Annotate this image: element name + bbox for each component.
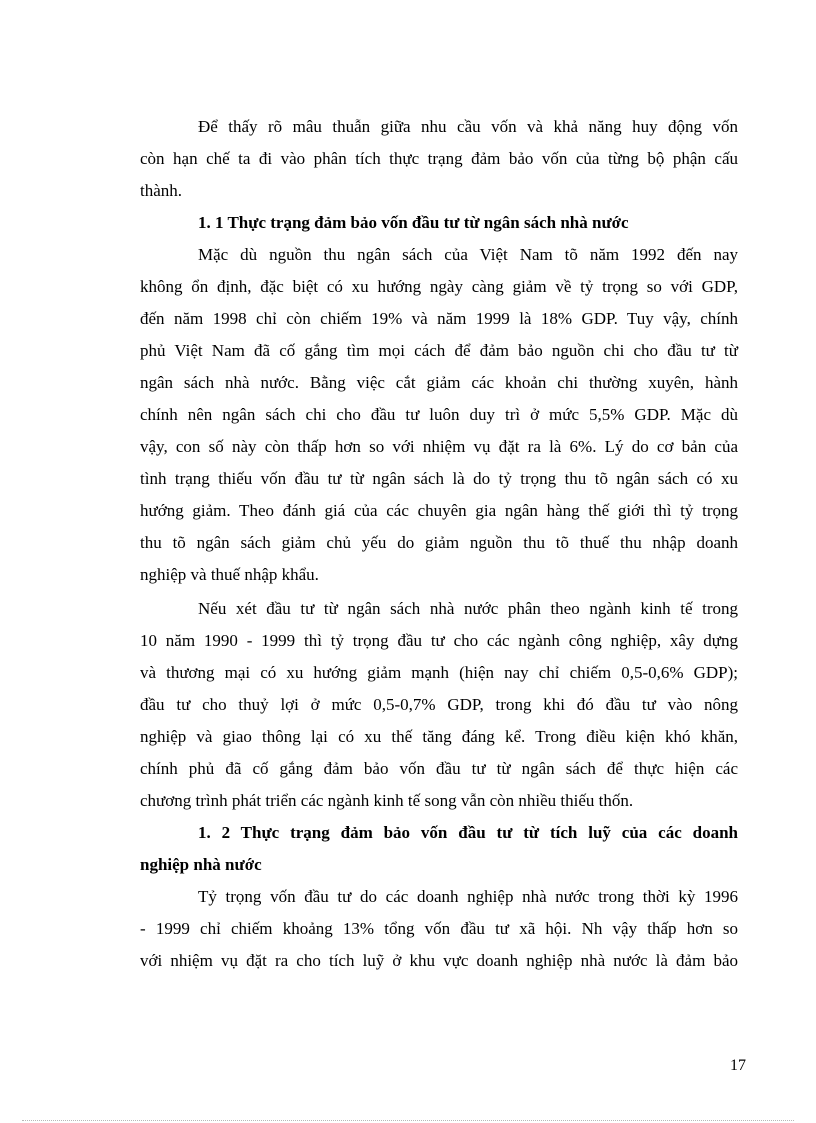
paragraph-3-line-6: chính phủ đã cố gắng đảm bảo vốn đầu tư từ ngân sách để thực hiện các [140, 759, 738, 778]
paragraph-2-line-10: thu tõ ngân sách giảm chủ yếu do giảm nguồn thu tõ thuế thu nhập doanh [140, 533, 738, 552]
paragraph-2-line-7: vậy, con số này còn thấp hơn so với nhiệm vụ đặt ra là 6%. Lý do cơ bản của [140, 437, 738, 456]
paragraph-3-line-3: và thương mại có xu hướng giảm mạnh (hiện nay chỉ chiếm 0,5-0,6% GDP); [140, 663, 738, 682]
section-heading-1-1: 1. 1 Thực trạng đảm bảo vốn đầu tư từ ngân sách nhà nước [198, 213, 629, 232]
paragraph-1-line-2: còn hạn chế ta đi vào phân tích thực trạng đảm bảo vốn của từng bộ phận cấu [140, 149, 738, 168]
page-number: 17 [730, 1057, 746, 1074]
paragraph-3-line-2: 10 năm 1990 - 1999 thì tỷ trọng đầu tư cho các ngành công nghiệp, xây dựng [140, 631, 738, 650]
paragraph-4-line-1: Tỷ trọng vốn đầu tư do các doanh nghiệp nhà nước trong thời kỳ 1996 [198, 887, 738, 906]
section-heading-1-2-line-1: 1. 2 Thực trạng đảm bảo vốn đầu tư từ tích luỹ của các doanh [198, 823, 738, 842]
paragraph-3-line-7: chương trình phát triển các ngành kinh tế song vẫn còn nhiều thiếu thốn. [140, 791, 634, 810]
paragraph-3-line-1: Nếu xét đầu tư từ ngân sách nhà nước phân theo ngành kinh tế trong [198, 599, 738, 618]
paragraph-3-line-5: nghiệp và giao thông lại có xu thế tăng đáng kể. Trong điều kiện khó khăn, [140, 727, 738, 746]
paragraph-2-line-3: đến năm 1998 chỉ còn chiếm 19% và năm 1999 là 18% GDP. Tuy vậy, chính [140, 309, 738, 328]
paragraph-2-line-8: tình trạng thiếu vốn đầu tư từ ngân sách là do tỷ trọng thu tõ ngân sách có xu [140, 469, 738, 488]
section-heading-1-2-line-2: nghiệp nhà nước [140, 855, 262, 874]
paragraph-4-line-3: với nhiệm vụ đặt ra cho tích luỹ ở khu vực doanh nghiệp nhà nước là đảm bảo [140, 951, 738, 970]
paragraph-3-line-4: đầu tư cho thuỷ lợi ở mức 0,5-0,7% GDP, trong khi đó đầu tư vào nông [140, 695, 738, 714]
paragraph-2-line-4: phủ Việt Nam đã cố gắng tìm mọi cách để đảm bảo nguồn chi cho đầu tư từ [140, 341, 738, 360]
paragraph-1-line-3: thành. [140, 181, 183, 200]
paragraph-2-line-11: nghiệp và thuế nhập khẩu. [140, 565, 319, 584]
paragraph-2-line-5: ngân sách nhà nước. Bằng việc cắt giảm các khoản chi thường xuyên, hành [140, 373, 738, 392]
paragraph-4-line-2: - 1999 chỉ chiếm khoảng 13% tổng vốn đầu tư xã hội. Nh vậy thấp hơn so [140, 919, 738, 938]
paragraph-2-line-1: Mặc dù nguồn thu ngân sách của Việt Nam tõ năm 1992 đến nay [198, 245, 738, 264]
paragraph-2-line-6: chính nên ngân sách chi cho đầu tư luôn duy trì ở mức 5,5% GDP. Mặc dù [140, 405, 738, 424]
paragraph-1-line-1: Để thấy rõ mâu thuẫn giữa nhu cầu vốn và khả năng huy động vốn [198, 117, 738, 136]
paragraph-2-line-2: không ổn định, đặc biệt có xu hướng ngày càng giảm về tỷ trọng so với GDP, [140, 277, 738, 296]
footer-divider [22, 1120, 794, 1121]
paragraph-2-line-9: hướng giảm. Theo đánh giá của các chuyên gia ngân hàng thế giới thì tỷ trọng [140, 501, 738, 520]
